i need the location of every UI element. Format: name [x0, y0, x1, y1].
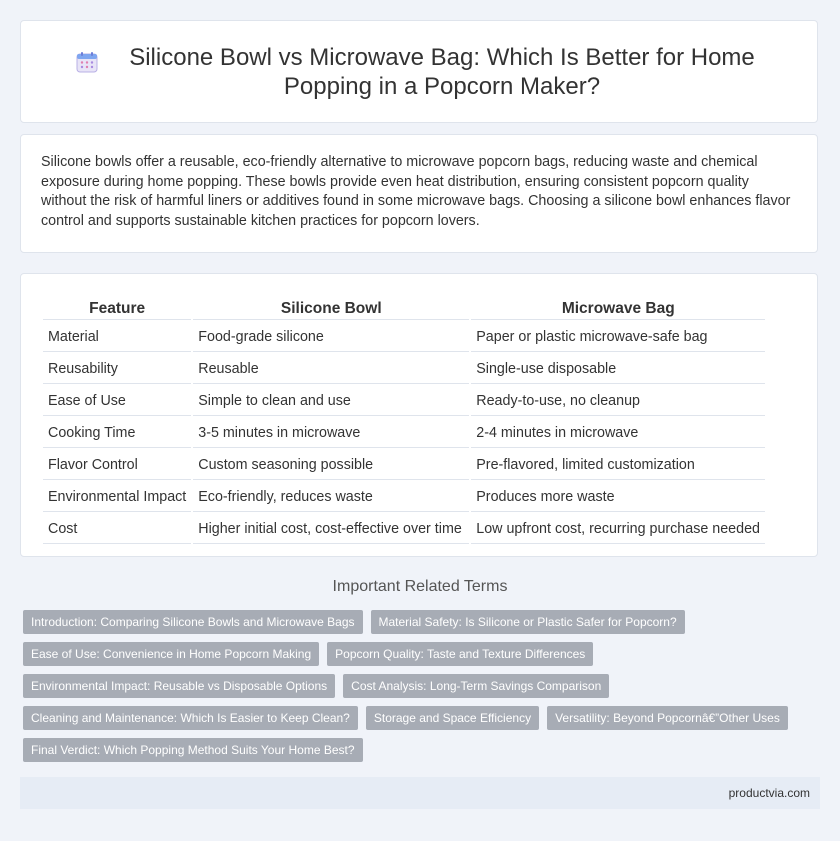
- silicone-cell: Simple to clean and use: [193, 386, 469, 416]
- footer: [20, 777, 820, 809]
- silicone-cell: Eco-friendly, reduces waste: [193, 482, 469, 512]
- related-terms-list: [23, 610, 813, 762]
- table-row: [43, 450, 765, 480]
- table-row: [43, 354, 765, 384]
- footer-site-link[interactable]: productvia.com: [728, 786, 810, 800]
- bag-cell: 2-4 minutes in microwave: [471, 418, 765, 448]
- comparison-table: [41, 295, 767, 546]
- header-microwave-bag: Microwave Bag: [471, 297, 765, 320]
- silicone-cell: Food-grade silicone: [193, 322, 469, 352]
- intro-card: [20, 134, 818, 253]
- page-title: Silicone Bowl vs Microwave Bag: Which Is Better for Home Popping in a Popcorn Maker?: [129, 43, 755, 100]
- related-term-tag[interactable]: Final Verdict: Which Popping Method Suits Your Home Best?: [23, 738, 363, 762]
- related-term-tag[interactable]: Material Safety: Is Silicone or Plastic Safer for Popcorn?: [371, 610, 685, 634]
- feature-cell: Material: [43, 322, 191, 352]
- intro-paragraph: Silicone bowls offer a reusable, eco-friendly alternative to microwave popcorn bags, reducing waste and chemical exposure during home popping. These bowls provide even heat distribution, ensuring consistent popcorn quality without the risk of harmful liners or additives found in some microwave bags. Choosing a silicone bowl enhances flavor control and supports sustainable kitchen practices for popcorn lovers.: [41, 154, 791, 229]
- header-card: [20, 20, 818, 123]
- related-term-tag[interactable]: Environmental Impact: Reusable vs Disposable Options: [23, 674, 335, 698]
- header-silicone-bowl: Silicone Bowl: [193, 297, 469, 320]
- silicone-cell: Custom seasoning possible: [193, 450, 469, 480]
- title-wrap: [69, 43, 769, 101]
- silicone-cell: 3-5 minutes in microwave: [193, 418, 469, 448]
- related-term-tag[interactable]: Cleaning and Maintenance: Which Is Easier to Keep Clean?: [23, 706, 358, 730]
- related-term-tag[interactable]: Introduction: Comparing Silicone Bowls and Microwave Bags: [23, 610, 363, 634]
- bag-cell: Pre-flavored, limited customization: [471, 450, 765, 480]
- related-terms-title: Important Related Terms: [332, 578, 508, 595]
- bag-cell: Single-use disposable: [471, 354, 765, 384]
- bag-cell: Paper or plastic microwave-safe bag: [471, 322, 765, 352]
- feature-cell: Flavor Control: [43, 450, 191, 480]
- bag-cell: Ready-to-use, no cleanup: [471, 386, 765, 416]
- feature-cell: Ease of Use: [43, 386, 191, 416]
- related-term-tag[interactable]: Ease of Use: Convenience in Home Popcorn Making: [23, 642, 319, 666]
- comparison-card: [20, 273, 818, 557]
- table-row: [43, 322, 765, 352]
- table-row: [43, 386, 765, 416]
- related-term-tag[interactable]: Storage and Space Efficiency: [366, 706, 539, 730]
- feature-cell: Environmental Impact: [43, 482, 191, 512]
- bag-cell: Produces more waste: [471, 482, 765, 512]
- header-feature: Feature: [43, 297, 191, 320]
- bag-cell: Low upfront cost, recurring purchase needed: [471, 514, 765, 544]
- silicone-cell: Reusable: [193, 354, 469, 384]
- related-term-tag[interactable]: Popcorn Quality: Taste and Texture Differences: [327, 642, 593, 666]
- feature-cell: Cost: [43, 514, 191, 544]
- table-row: [43, 482, 765, 512]
- silicone-cell: Higher initial cost, cost-effective over time: [193, 514, 469, 544]
- calendar-icon: [76, 51, 98, 73]
- table-row: [43, 418, 765, 448]
- related-term-tag[interactable]: Versatility: Beyond Popcornâ€”Other Uses: [547, 706, 788, 730]
- table-header-row: [43, 297, 765, 320]
- feature-cell: Reusability: [43, 354, 191, 384]
- table-row: [43, 514, 765, 544]
- feature-cell: Cooking Time: [43, 418, 191, 448]
- related-term-tag[interactable]: Cost Analysis: Long-Term Savings Comparison: [343, 674, 609, 698]
